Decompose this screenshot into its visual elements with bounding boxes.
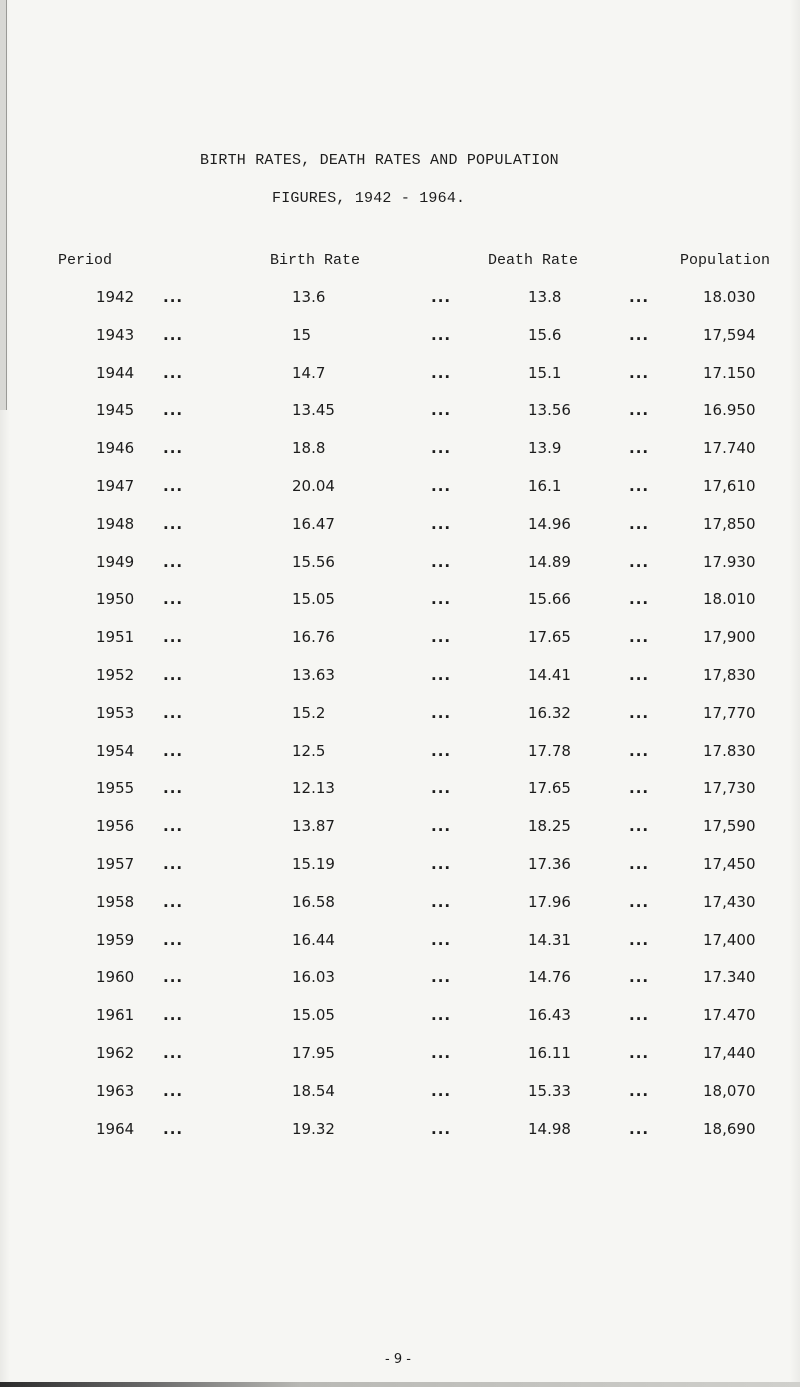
table-row [0, 817, 800, 837]
table-row [0, 1082, 800, 1102]
birth-rate-cell: 19.32 [292, 1119, 335, 1138]
leader-dots: ... [629, 855, 650, 873]
leader-dots: ... [629, 741, 650, 760]
table-row [0, 553, 800, 573]
birth-rate-cell: 18.54 [292, 1081, 335, 1100]
table-row [0, 1006, 800, 1026]
year-cell: 1945 [96, 401, 135, 420]
population-cell: 17,430 [703, 892, 756, 911]
leader-dots: ... [431, 779, 452, 798]
year-cell: 1953 [96, 703, 135, 722]
column-header-population: Population [680, 252, 771, 269]
birth-rate-cell: 16.47 [292, 514, 335, 533]
leader-dots: ... [629, 1119, 650, 1138]
leader-dots: ... [163, 1081, 184, 1100]
leader-dots: ... [629, 892, 650, 911]
death-rate-cell: 13.9 [528, 439, 562, 458]
year-cell: 1963 [96, 1081, 135, 1100]
death-rate-cell: 14.76 [528, 968, 571, 987]
birth-rate-cell: 15.56 [292, 552, 335, 571]
birth-rate-cell: 13.87 [292, 817, 335, 836]
year-cell: 1947 [96, 477, 135, 495]
population-cell: 17,400 [703, 930, 756, 949]
death-rate-cell: 17.65 [528, 628, 571, 647]
leader-dots: ... [431, 703, 452, 722]
leader-dots: ... [163, 666, 184, 684]
leader-dots: ... [629, 552, 650, 571]
leader-dots: ... [431, 666, 452, 684]
leader-dots: ... [163, 401, 184, 420]
leader-dots: ... [431, 1119, 452, 1138]
page-subtitle: FIGURES, 1942 - 1964. [272, 190, 466, 207]
page-edge-shadow [0, 0, 7, 410]
birth-rate-cell: 16.44 [292, 930, 335, 949]
year-cell: 1952 [96, 666, 135, 684]
birth-rate-cell: 13.6 [292, 288, 326, 306]
leader-dots: ... [163, 741, 184, 760]
death-rate-cell: 14.31 [528, 930, 571, 949]
leader-dots: ... [163, 439, 184, 458]
death-rate-cell: 14.89 [528, 552, 571, 571]
page-number: - 9 - [385, 1352, 411, 1367]
leader-dots: ... [431, 855, 452, 873]
year-cell: 1951 [96, 628, 135, 647]
table-row [0, 515, 800, 535]
birth-rate-cell: 12.5 [292, 741, 326, 760]
death-rate-cell: 14.96 [528, 514, 571, 533]
death-rate-cell: 17.65 [528, 779, 571, 798]
leader-dots: ... [629, 514, 650, 533]
table-row [0, 968, 800, 988]
population-cell: 18.030 [703, 288, 756, 306]
leader-dots: ... [431, 288, 452, 306]
population-cell: 17,594 [703, 325, 756, 344]
leader-dots: ... [163, 628, 184, 647]
leader-dots: ... [163, 288, 184, 306]
year-cell: 1950 [96, 590, 135, 609]
leader-dots: ... [629, 817, 650, 836]
leader-dots: ... [431, 590, 452, 609]
year-cell: 1960 [96, 968, 135, 987]
leader-dots: ... [431, 628, 452, 647]
population-cell: 17.150 [703, 363, 756, 382]
death-rate-cell: 17.36 [528, 855, 571, 873]
population-cell: 18,690 [703, 1119, 756, 1138]
leader-dots: ... [163, 968, 184, 987]
leader-dots: ... [431, 439, 452, 458]
birth-rate-cell: 14.7 [292, 363, 326, 382]
year-cell: 1955 [96, 779, 135, 798]
leader-dots: ... [629, 288, 650, 306]
year-cell: 1948 [96, 514, 135, 533]
leader-dots: ... [163, 477, 184, 495]
population-cell: 17.930 [703, 552, 756, 571]
death-rate-cell: 16.1 [528, 477, 562, 495]
leader-dots: ... [431, 1081, 452, 1100]
death-rate-cell: 16.32 [528, 703, 571, 722]
leader-dots: ... [431, 930, 452, 949]
column-header-birth-rate: Birth Rate [270, 252, 361, 269]
leader-dots: ... [163, 363, 184, 382]
leader-dots: ... [163, 930, 184, 949]
leader-dots: ... [431, 968, 452, 987]
population-cell: 18.010 [703, 590, 756, 609]
birth-rate-cell: 18.8 [292, 439, 326, 458]
population-cell: 17,610 [703, 477, 756, 495]
leader-dots: ... [431, 1044, 452, 1062]
leader-dots: ... [163, 325, 184, 344]
table-row [0, 364, 800, 384]
leader-dots: ... [163, 1006, 184, 1025]
year-cell: 1946 [96, 439, 135, 458]
page-title: BIRTH RATES, DEATH RATES AND POPULATION [200, 152, 559, 169]
year-cell: 1964 [96, 1119, 135, 1138]
death-rate-cell: 17.78 [528, 741, 571, 760]
table-row [0, 931, 800, 951]
leader-dots: ... [629, 666, 650, 684]
table-row [0, 1044, 800, 1064]
population-cell: 18,070 [703, 1081, 756, 1100]
year-cell: 1961 [96, 1006, 135, 1025]
year-cell: 1959 [96, 930, 135, 949]
table-row [0, 666, 800, 686]
leader-dots: ... [163, 1119, 184, 1138]
birth-rate-cell: 15.05 [292, 1006, 335, 1025]
death-rate-cell: 16.11 [528, 1044, 571, 1062]
leader-dots: ... [431, 477, 452, 495]
year-cell: 1962 [96, 1044, 135, 1062]
death-rate-cell: 13.8 [528, 288, 562, 306]
leader-dots: ... [431, 514, 452, 533]
leader-dots: ... [163, 817, 184, 836]
leader-dots: ... [163, 703, 184, 722]
leader-dots: ... [629, 477, 650, 495]
leader-dots: ... [629, 968, 650, 987]
table-row [0, 439, 800, 459]
leader-dots: ... [629, 325, 650, 344]
leader-dots: ... [431, 741, 452, 760]
column-header-period: Period [58, 252, 113, 269]
leader-dots: ... [629, 628, 650, 647]
leader-dots: ... [431, 363, 452, 382]
leader-dots: ... [431, 817, 452, 836]
population-cell: 17,450 [703, 855, 756, 873]
leader-dots: ... [431, 552, 452, 571]
leader-dots: ... [629, 930, 650, 949]
population-cell: 17,440 [703, 1044, 756, 1062]
year-cell: 1944 [96, 363, 135, 382]
population-cell: 17,770 [703, 703, 756, 722]
year-cell: 1958 [96, 892, 135, 911]
death-rate-cell: 18.25 [528, 817, 571, 836]
leader-dots: ... [163, 779, 184, 798]
table-row [0, 628, 800, 648]
table-row [0, 401, 800, 421]
leader-dots: ... [163, 892, 184, 911]
year-cell: 1956 [96, 817, 135, 836]
death-rate-cell: 15.1 [528, 363, 562, 382]
leader-dots: ... [163, 514, 184, 533]
birth-rate-cell: 15.05 [292, 590, 335, 609]
death-rate-cell: 14.98 [528, 1119, 571, 1138]
population-cell: 17.740 [703, 439, 756, 458]
birth-rate-cell: 15 [292, 325, 312, 344]
birth-rate-cell: 16.76 [292, 628, 335, 647]
population-cell: 17,900 [703, 628, 756, 647]
birth-rate-cell: 13.63 [292, 666, 335, 684]
leader-dots: ... [629, 1044, 650, 1062]
table-row [0, 288, 800, 308]
year-cell: 1954 [96, 741, 135, 760]
table-row [0, 742, 800, 762]
table-row [0, 1120, 800, 1140]
leader-dots: ... [629, 590, 650, 609]
birth-rate-cell: 12.13 [292, 779, 335, 798]
population-cell: 17,830 [703, 666, 756, 684]
year-cell: 1942 [96, 288, 135, 306]
death-rate-cell: 15.66 [528, 590, 571, 609]
birth-rate-cell: 13.45 [292, 401, 335, 420]
table-row [0, 779, 800, 799]
leader-dots: ... [431, 1006, 452, 1025]
table-row [0, 590, 800, 610]
leader-dots: ... [629, 1081, 650, 1100]
page-bottom-edge [0, 1382, 800, 1387]
birth-rate-cell: 20.04 [292, 477, 335, 495]
population-cell: 17.340 [703, 968, 756, 987]
table-row [0, 855, 800, 875]
death-rate-cell: 13.56 [528, 401, 571, 420]
table-row [0, 704, 800, 724]
death-rate-cell: 16.43 [528, 1006, 571, 1025]
leader-dots: ... [629, 363, 650, 382]
leader-dots: ... [163, 552, 184, 571]
leader-dots: ... [431, 401, 452, 420]
column-header-death-rate: Death Rate [488, 252, 579, 269]
year-cell: 1943 [96, 325, 135, 344]
birth-rate-cell: 15.19 [292, 855, 335, 873]
birth-rate-cell: 17.95 [292, 1044, 335, 1062]
leader-dots: ... [163, 1044, 184, 1062]
leader-dots: ... [163, 590, 184, 609]
leader-dots: ... [629, 779, 650, 798]
population-cell: 16.950 [703, 401, 756, 420]
death-rate-cell: 14.41 [528, 666, 571, 684]
population-cell: 17,730 [703, 779, 756, 798]
leader-dots: ... [431, 892, 452, 911]
death-rate-cell: 15.6 [528, 325, 562, 344]
table-row [0, 477, 800, 497]
death-rate-cell: 17.96 [528, 892, 571, 911]
population-cell: 17.470 [703, 1006, 756, 1025]
leader-dots: ... [629, 439, 650, 458]
birth-rate-cell: 16.03 [292, 968, 335, 987]
leader-dots: ... [629, 1006, 650, 1025]
population-cell: 17,850 [703, 514, 756, 533]
table-row [0, 893, 800, 913]
leader-dots: ... [629, 401, 650, 420]
leader-dots: ... [163, 855, 184, 873]
birth-rate-cell: 15.2 [292, 703, 326, 722]
death-rate-cell: 15.33 [528, 1081, 571, 1100]
population-cell: 17,590 [703, 817, 756, 836]
population-cell: 17.830 [703, 741, 756, 760]
year-cell: 1957 [96, 855, 135, 873]
leader-dots: ... [629, 703, 650, 722]
leader-dots: ... [431, 325, 452, 344]
birth-rate-cell: 16.58 [292, 892, 335, 911]
year-cell: 1949 [96, 552, 135, 571]
table-row [0, 326, 800, 346]
